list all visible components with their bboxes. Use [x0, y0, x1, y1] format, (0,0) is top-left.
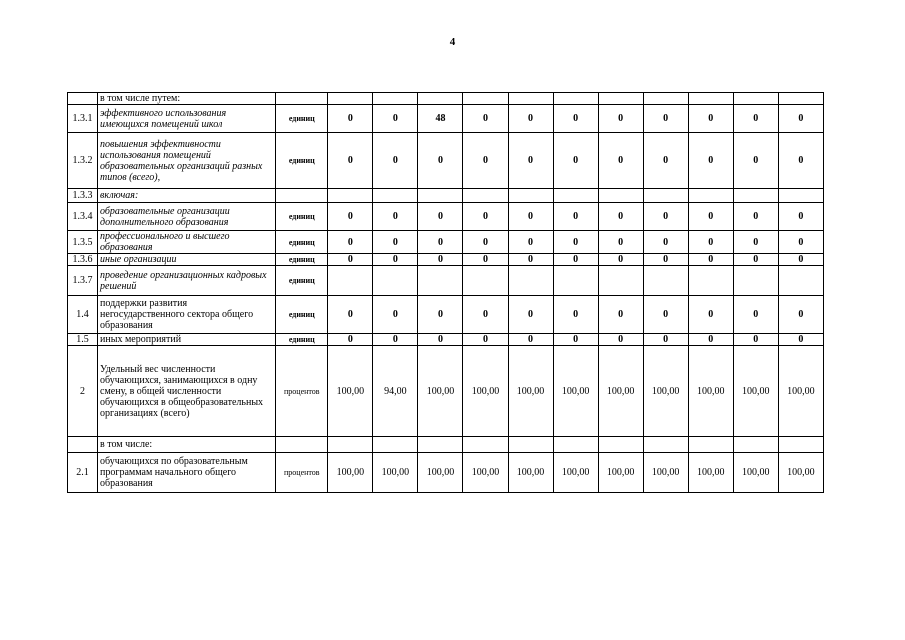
table-row — [68, 346, 824, 437]
indicator-table — [67, 92, 824, 493]
row-number-cell — [68, 93, 98, 105]
value-cell: 0 — [733, 133, 778, 189]
value-cell — [778, 266, 823, 296]
value-cell — [328, 189, 373, 203]
value-cell: 48 — [418, 105, 463, 133]
row-number-cell: 1.3.6 — [68, 254, 98, 266]
unit-cell: единиц — [276, 133, 328, 189]
value-cell: 100,00 — [553, 453, 598, 493]
value-cell: 0 — [418, 231, 463, 254]
value-cell: 0 — [553, 133, 598, 189]
value-cell: 0 — [418, 133, 463, 189]
value-cell — [778, 437, 823, 453]
value-cell: 0 — [553, 105, 598, 133]
value-cell: 0 — [328, 254, 373, 266]
value-cell: 0 — [553, 334, 598, 346]
value-cell — [508, 93, 553, 105]
value-cell — [778, 189, 823, 203]
value-cell: 0 — [553, 231, 598, 254]
value-cell: 0 — [688, 334, 733, 346]
value-cell: 0 — [328, 133, 373, 189]
table-body — [68, 93, 824, 493]
value-cell: 0 — [328, 296, 373, 334]
value-cell — [418, 189, 463, 203]
value-cell: 0 — [733, 203, 778, 231]
value-cell: 100,00 — [418, 453, 463, 493]
value-cell: 100,00 — [508, 453, 553, 493]
value-cell — [553, 93, 598, 105]
value-cell: 0 — [598, 203, 643, 231]
value-cell: 100,00 — [463, 346, 508, 437]
value-cell: 0 — [463, 133, 508, 189]
value-cell: 0 — [778, 105, 823, 133]
row-number-cell: 1.4 — [68, 296, 98, 334]
value-cell: 0 — [598, 254, 643, 266]
value-cell — [328, 437, 373, 453]
value-cell: 0 — [553, 203, 598, 231]
table-row — [68, 453, 824, 493]
value-cell: 100,00 — [688, 453, 733, 493]
value-cell: 0 — [508, 334, 553, 346]
value-cell: 0 — [508, 296, 553, 334]
unit-cell: процентов — [276, 453, 328, 493]
indicator-description-cell: иные организации — [98, 254, 276, 266]
value-cell — [373, 437, 418, 453]
table-row — [68, 133, 824, 189]
value-cell — [598, 93, 643, 105]
value-cell: 0 — [778, 334, 823, 346]
value-cell — [688, 437, 733, 453]
value-cell: 0 — [463, 334, 508, 346]
value-cell: 0 — [328, 231, 373, 254]
table-row — [68, 266, 824, 296]
value-cell: 0 — [463, 203, 508, 231]
unit-cell: единиц — [276, 254, 328, 266]
value-cell — [733, 189, 778, 203]
value-cell: 0 — [508, 133, 553, 189]
value-cell: 0 — [463, 296, 508, 334]
value-cell: 0 — [508, 203, 553, 231]
value-cell: 0 — [688, 231, 733, 254]
value-cell: 100,00 — [688, 346, 733, 437]
value-cell — [418, 266, 463, 296]
value-cell: 0 — [598, 105, 643, 133]
value-cell — [463, 189, 508, 203]
value-cell: 0 — [463, 105, 508, 133]
indicator-description-cell: образовательные организации дополнительного образования — [98, 203, 276, 231]
value-cell — [598, 266, 643, 296]
value-cell: 0 — [778, 133, 823, 189]
table-row — [68, 334, 824, 346]
value-cell: 100,00 — [733, 453, 778, 493]
value-cell: 0 — [508, 231, 553, 254]
value-cell: 0 — [778, 296, 823, 334]
value-cell: 100,00 — [598, 453, 643, 493]
unit-cell: единиц — [276, 296, 328, 334]
unit-cell: единиц — [276, 266, 328, 296]
value-cell: 0 — [553, 254, 598, 266]
indicator-description-cell: повышения эффективности использования помещений образовательных организаций разных типов (всего), — [98, 133, 276, 189]
value-cell — [598, 189, 643, 203]
value-cell: 100,00 — [553, 346, 598, 437]
value-cell: 0 — [778, 254, 823, 266]
row-number-cell: 1.5 — [68, 334, 98, 346]
value-cell: 0 — [733, 105, 778, 133]
value-cell — [688, 93, 733, 105]
value-cell: 0 — [418, 334, 463, 346]
value-cell: 0 — [373, 296, 418, 334]
table-row — [68, 93, 824, 105]
value-cell — [328, 93, 373, 105]
indicator-description-cell: профессионального и высшего образования — [98, 231, 276, 254]
value-cell: 0 — [778, 231, 823, 254]
row-number-cell: 1.3.3 — [68, 189, 98, 203]
value-cell: 0 — [508, 105, 553, 133]
value-cell: 0 — [733, 231, 778, 254]
value-cell: 0 — [598, 231, 643, 254]
value-cell: 0 — [733, 254, 778, 266]
value-cell: 100,00 — [643, 453, 688, 493]
table-row — [68, 437, 824, 453]
value-cell: 0 — [373, 254, 418, 266]
row-number-cell: 1.3.1 — [68, 105, 98, 133]
value-cell: 0 — [643, 133, 688, 189]
value-cell: 0 — [418, 296, 463, 334]
row-number-cell: 1.3.7 — [68, 266, 98, 296]
value-cell — [418, 93, 463, 105]
unit-cell: единиц — [276, 231, 328, 254]
indicator-description-cell: Удельный вес численности обучающихся, занимающихся в одну смену, в общей численности обучающихся в общеобразовательных организациях (всего) — [98, 346, 276, 437]
unit-cell: процентов — [276, 346, 328, 437]
value-cell: 0 — [328, 334, 373, 346]
value-cell: 0 — [778, 203, 823, 231]
unit-cell — [276, 189, 328, 203]
value-cell: 0 — [373, 105, 418, 133]
value-cell: 0 — [733, 296, 778, 334]
value-cell: 0 — [598, 296, 643, 334]
value-cell — [643, 437, 688, 453]
value-cell: 0 — [463, 254, 508, 266]
value-cell — [733, 93, 778, 105]
value-cell: 100,00 — [418, 346, 463, 437]
value-cell: 0 — [373, 133, 418, 189]
unit-cell — [276, 93, 328, 105]
value-cell — [373, 189, 418, 203]
value-cell: 0 — [688, 133, 733, 189]
row-number-cell: 1.3.2 — [68, 133, 98, 189]
value-cell — [733, 266, 778, 296]
row-number-cell: 1.3.4 — [68, 203, 98, 231]
value-cell: 0 — [688, 254, 733, 266]
value-cell: 0 — [328, 203, 373, 231]
unit-cell — [276, 437, 328, 453]
unit-cell: единиц — [276, 203, 328, 231]
value-cell: 0 — [643, 203, 688, 231]
indicator-description-cell: поддержки развития негосударственного сектора общего образования — [98, 296, 276, 334]
value-cell: 0 — [553, 296, 598, 334]
table-row — [68, 189, 824, 203]
table-row — [68, 203, 824, 231]
value-cell: 0 — [643, 334, 688, 346]
value-cell: 0 — [688, 105, 733, 133]
indicator-description-cell: обучающихся по образовательным программам начального общего образования — [98, 453, 276, 493]
value-cell: 100,00 — [733, 346, 778, 437]
value-cell: 100,00 — [598, 346, 643, 437]
value-cell: 100,00 — [463, 453, 508, 493]
value-cell — [643, 266, 688, 296]
value-cell — [553, 189, 598, 203]
indicator-description-cell: в том числе: — [98, 437, 276, 453]
value-cell: 0 — [733, 334, 778, 346]
value-cell: 0 — [643, 296, 688, 334]
value-cell — [643, 93, 688, 105]
table-row — [68, 254, 824, 266]
value-cell: 0 — [463, 231, 508, 254]
value-cell — [553, 437, 598, 453]
value-cell — [508, 189, 553, 203]
value-cell — [688, 266, 733, 296]
value-cell — [328, 266, 373, 296]
value-cell: 0 — [643, 105, 688, 133]
value-cell: 0 — [373, 231, 418, 254]
value-cell: 0 — [373, 203, 418, 231]
value-cell: 100,00 — [373, 453, 418, 493]
table-row — [68, 105, 824, 133]
value-cell — [778, 93, 823, 105]
value-cell — [463, 266, 508, 296]
value-cell: 0 — [418, 203, 463, 231]
value-cell: 0 — [373, 334, 418, 346]
value-cell: 0 — [688, 296, 733, 334]
value-cell — [463, 93, 508, 105]
row-number-cell: 2 — [68, 346, 98, 437]
table-row — [68, 231, 824, 254]
row-number-cell — [68, 437, 98, 453]
table-row — [68, 296, 824, 334]
unit-cell: единиц — [276, 334, 328, 346]
value-cell: 0 — [508, 254, 553, 266]
value-cell: 0 — [643, 231, 688, 254]
value-cell — [373, 93, 418, 105]
page-number: 4 — [449, 36, 456, 48]
value-cell: 100,00 — [328, 453, 373, 493]
value-cell — [463, 437, 508, 453]
indicator-description-cell: проведение организационных кадровых решений — [98, 266, 276, 296]
indicator-description-cell: в том числе путем: — [98, 93, 276, 105]
value-cell — [733, 437, 778, 453]
value-cell: 100,00 — [643, 346, 688, 437]
row-number-cell: 1.3.5 — [68, 231, 98, 254]
value-cell: 0 — [328, 105, 373, 133]
value-cell: 0 — [598, 334, 643, 346]
unit-cell: единиц — [276, 105, 328, 133]
value-cell: 0 — [643, 254, 688, 266]
value-cell: 100,00 — [508, 346, 553, 437]
value-cell: 0 — [688, 203, 733, 231]
value-cell: 100,00 — [778, 346, 823, 437]
value-cell: 0 — [418, 254, 463, 266]
row-number-cell: 2.1 — [68, 453, 98, 493]
value-cell: 100,00 — [778, 453, 823, 493]
value-cell — [643, 189, 688, 203]
value-cell — [598, 437, 643, 453]
value-cell — [508, 437, 553, 453]
indicator-description-cell: эффективного использования имеющихся помещений школ — [98, 105, 276, 133]
value-cell — [373, 266, 418, 296]
value-cell: 0 — [598, 133, 643, 189]
value-cell: 100,00 — [328, 346, 373, 437]
indicator-description-cell: иных мероприятий — [98, 334, 276, 346]
indicator-description-cell: включая: — [98, 189, 276, 203]
value-cell — [508, 266, 553, 296]
value-cell: 94,00 — [373, 346, 418, 437]
value-cell — [418, 437, 463, 453]
value-cell — [553, 266, 598, 296]
value-cell — [688, 189, 733, 203]
